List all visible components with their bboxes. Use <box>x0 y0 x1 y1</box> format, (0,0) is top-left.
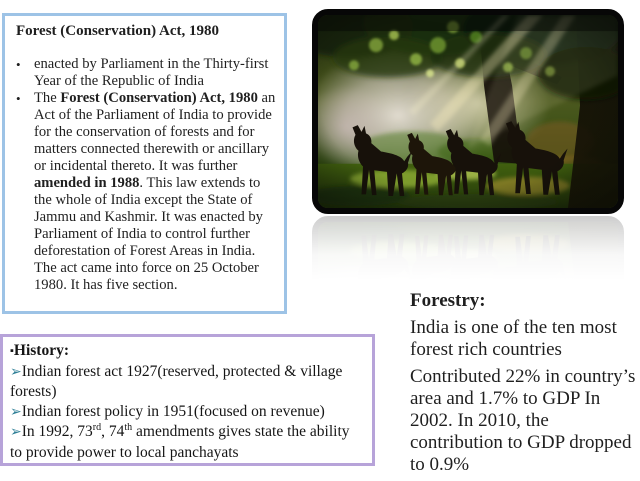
act-text-box <box>2 13 287 314</box>
disc-bullet-icon: • <box>16 91 21 106</box>
act-bullet-item <box>16 90 278 294</box>
forestry-item-text: Contributed 22% in country’s area and 1.7% to GDP In 2002. In 2010, the contribution to GDP dropped to 0.9% <box>410 366 636 475</box>
arrow-bullet-icon: ➢ <box>10 364 22 380</box>
forestry-item <box>383 317 640 361</box>
history-item: ➢Indian forest act 1927(reserved, protected & village forests) <box>10 362 343 400</box>
forestry-heading: Forestry: <box>410 290 486 311</box>
history-heading: ▪History: <box>10 342 70 359</box>
forestry-item-text: India is one of the ten most forest rich countries <box>410 317 617 360</box>
arrow-bullet-icon: ➢ <box>10 404 22 420</box>
small-square-bullet-icon: ▪ <box>10 345 14 357</box>
act-bullet-text: enacted by Parliament in the Thirty-first Year of the Republic of India <box>34 56 269 89</box>
disc-bullet-icon: • <box>16 57 21 72</box>
act-box-title: Forest (Conservation) Act, 1980 <box>16 23 220 39</box>
forestry-heading-row <box>383 290 640 312</box>
photo-reflection <box>312 216 624 280</box>
forest-deer-photo <box>312 9 624 214</box>
act-bullet-item <box>16 56 278 90</box>
forestry-item <box>383 366 640 476</box>
history-item: ➢In 1992, 73rd, 74th amendments gives state the ability to provide power to local panchayats <box>10 421 350 461</box>
history-item: ➢Indian forest policy in 1951(focused on revenue) <box>10 402 325 420</box>
act-bullet-text: The Forest (Conservation) Act, 1980 an Act of the Parliament of India to provide for the conservation of forests and for matters connected therewith or ancillary or incidental thereto. It was further amended in 1988. This law extends to the whole of India except the State of Jammu and Kashmir. It was enacted by Parliament of India to control further deforestation of Forest Areas in India. The act came into force on 25 October 1980. It has five section. <box>34 90 276 293</box>
history-text-box <box>0 334 375 466</box>
forestry-section <box>383 290 640 481</box>
arrow-bullet-icon: ➢ <box>10 425 22 440</box>
